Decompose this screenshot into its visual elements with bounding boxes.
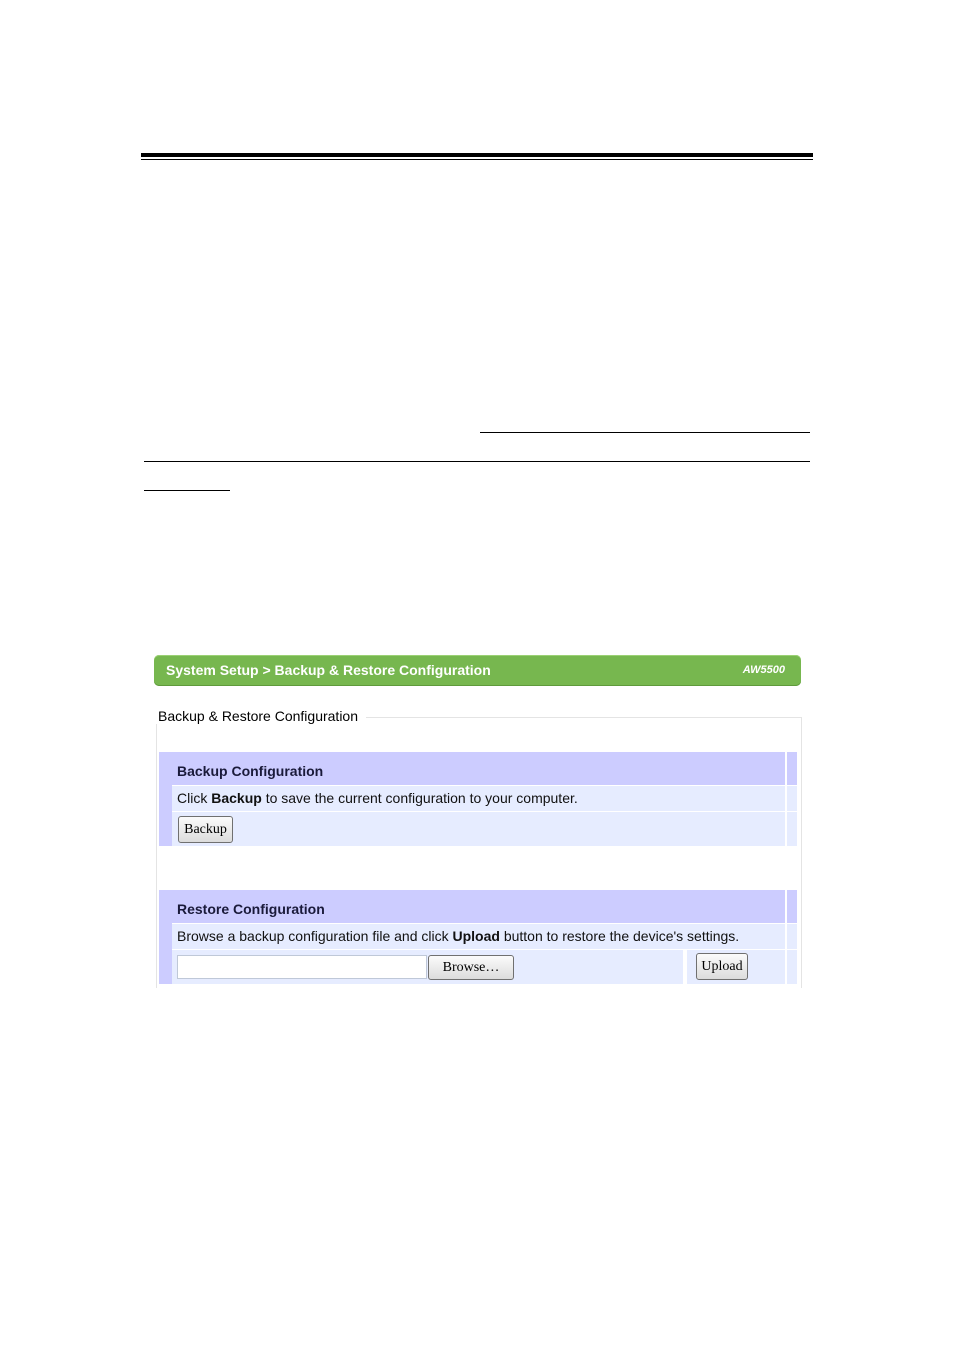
restore-desc-bold: Upload — [452, 928, 500, 944]
browse-button[interactable]: Browse… — [428, 955, 514, 980]
restore-desc-prefix: Browse a backup configuration file and click — [177, 928, 453, 944]
model-label: AW5500 — [742, 664, 785, 676]
breadcrumb: System Setup > Backup & Restore Configuration — [166, 662, 491, 678]
backup-action-row — [159, 812, 797, 846]
restore-header-right-cell — [785, 890, 797, 924]
backup-description — [177, 790, 578, 806]
underline-3 — [144, 490, 230, 491]
underline-1 — [480, 432, 810, 433]
file-path-input[interactable] — [177, 955, 427, 979]
restore-action-right-cell — [785, 950, 797, 984]
upload-button[interactable]: Upload — [696, 953, 748, 980]
backup-desc-bold: Backup — [211, 790, 262, 806]
restore-desc-suffix: button to restore the device's settings. — [499, 928, 740, 944]
restore-section-header — [159, 890, 797, 924]
backup-header-right-cell — [785, 752, 797, 786]
restore-section — [159, 890, 797, 984]
backup-description-row — [159, 786, 797, 812]
backup-section — [159, 752, 797, 846]
header-rule-thick — [141, 153, 813, 157]
restore-action-row — [159, 950, 797, 984]
cell-divider — [683, 950, 687, 984]
backup-restore-panel — [154, 655, 802, 990]
backup-desc-right-cell — [785, 786, 797, 812]
backup-desc-suffix: to save the current configuration to your computer. — [261, 790, 578, 806]
restore-desc-right-cell — [785, 924, 797, 950]
backup-action-right-cell — [785, 812, 797, 846]
header-rule-thin — [141, 159, 813, 160]
backup-section-title: Backup Configuration — [177, 763, 324, 779]
restore-section-title: Restore Configuration — [177, 901, 325, 917]
backup-section-header — [159, 752, 797, 786]
restore-description — [177, 928, 739, 944]
fieldset-legend: Backup & Restore Configuration — [154, 708, 366, 724]
backup-desc-prefix: Click — [177, 790, 212, 806]
page-title-bar — [154, 655, 801, 686]
restore-description-row — [159, 924, 797, 950]
backup-button[interactable]: Backup — [178, 816, 233, 843]
underline-2 — [144, 461, 810, 462]
